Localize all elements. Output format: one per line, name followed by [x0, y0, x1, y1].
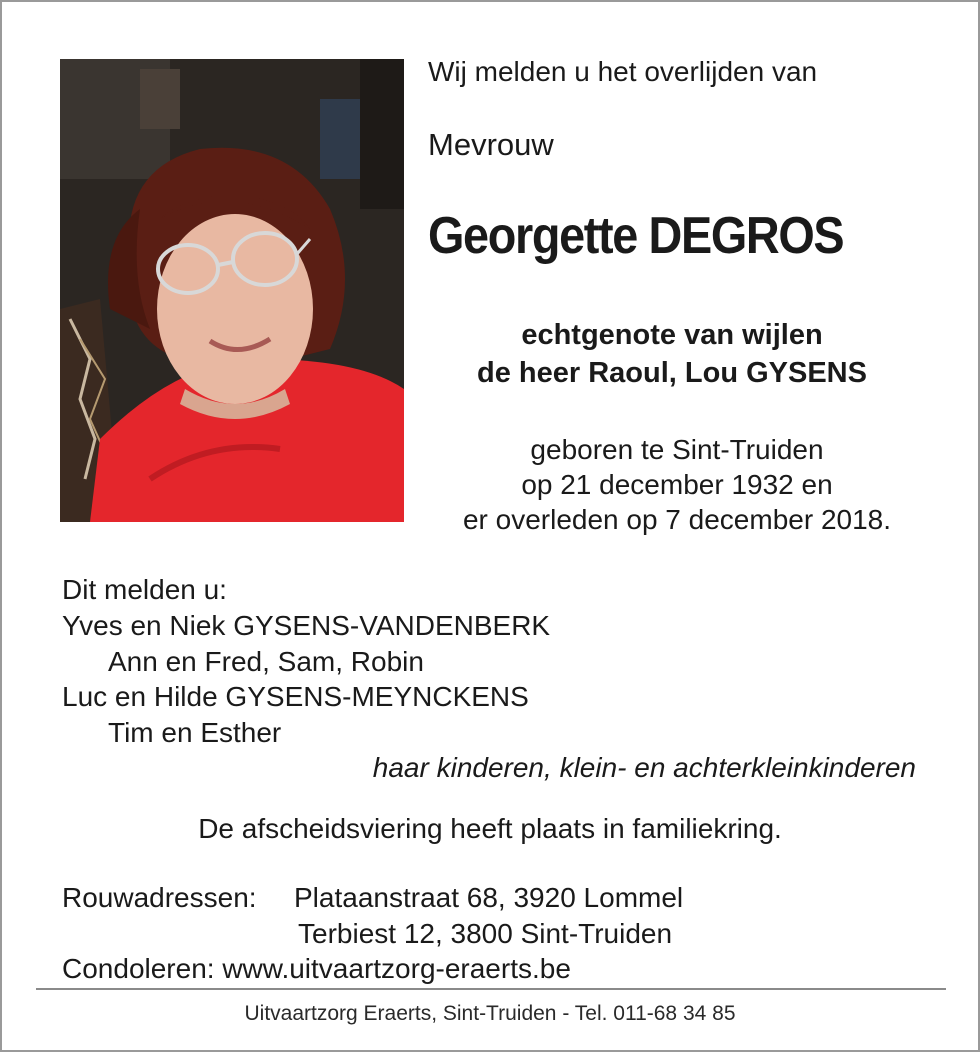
family-heading: Dit melden u: — [62, 574, 227, 605]
portrait-photo — [60, 59, 404, 522]
birth-line-1: geboren te Sint-Truiden — [530, 434, 824, 465]
family-line: Tim en Esther — [108, 717, 282, 748]
spouse-block — [412, 316, 932, 392]
addresses-label: Rouwadressen: — [62, 882, 257, 913]
funeral-home-footer: Uitvaartzorg Eraerts, Sint-Truiden - Tel. 011-68 34 85 — [244, 1002, 736, 1025]
birth-line-2: op 21 december 1932 en — [521, 469, 833, 500]
spouse-line-1: echtgenote van wijlen — [521, 319, 823, 351]
family-relation: haar kinderen, klein- en achterkleinkinderen — [372, 752, 916, 783]
honorific: Mevrouw — [428, 127, 554, 162]
address-2: Terbiest 12, 3800 Sint-Truiden — [298, 918, 673, 949]
condolence-link[interactable]: Condoleren: www.uitvaartzorg-eraerts.be — [62, 953, 571, 984]
intro-text: Wij melden u het overlijden van — [428, 56, 818, 87]
address-1: Plataanstraat 68, 3920 Lommel — [294, 882, 684, 913]
family-line: Ann en Fred, Sam, Robin — [108, 646, 424, 677]
birth-death-block — [412, 432, 942, 537]
footer-divider — [36, 988, 946, 990]
deceased-name: Georgette DEGROS — [428, 207, 844, 265]
family-line: Yves en Niek GYSENS-VANDENBERK — [62, 610, 551, 641]
family-line: Luc en Hilde GYSENS-MEYNCKENS — [62, 681, 529, 712]
ceremony-notice: De afscheidsviering heeft plaats in familiekring. — [198, 813, 782, 844]
spouse-line-2: de heer Raoul, Lou GYSENS — [477, 357, 867, 389]
birth-line-3: er overleden op 7 december 2018. — [462, 504, 892, 535]
